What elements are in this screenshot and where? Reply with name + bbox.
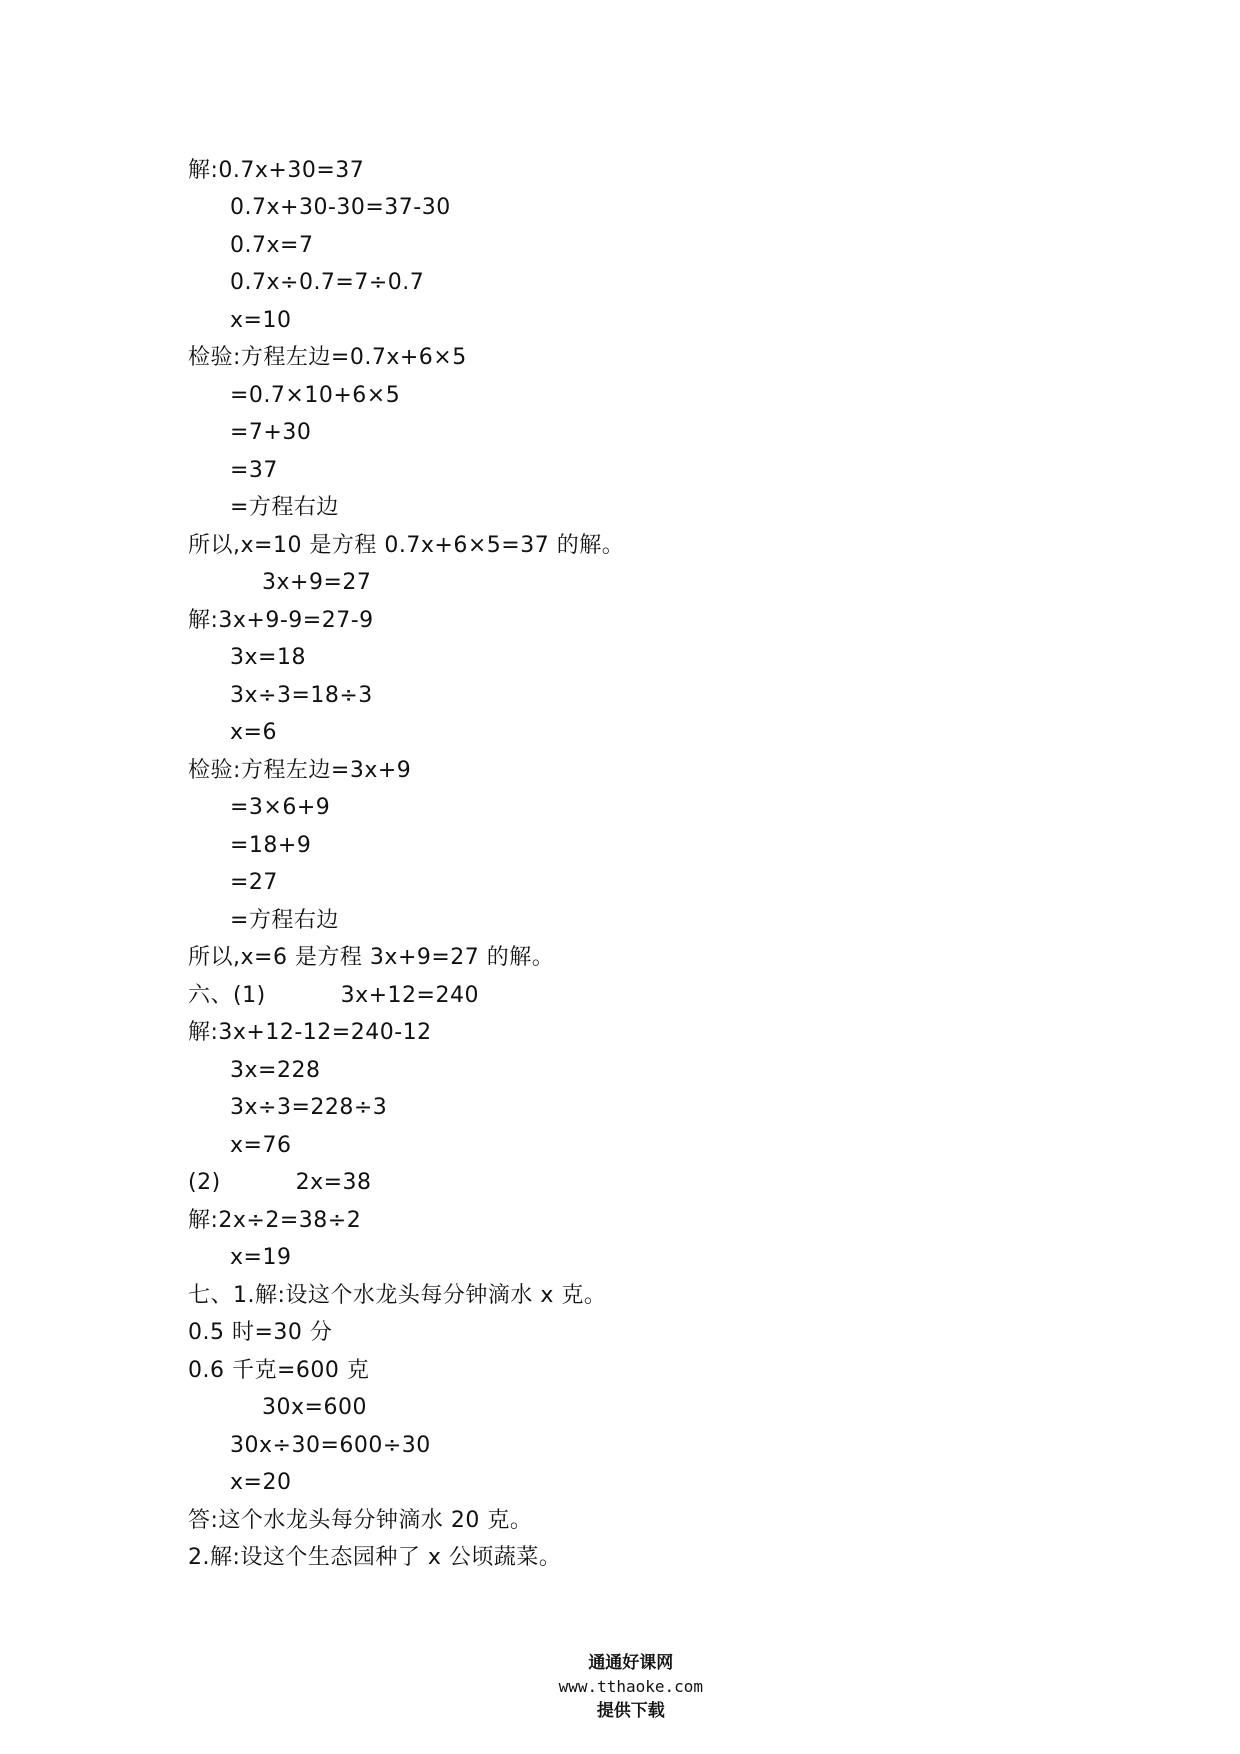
text-line: =37	[230, 458, 278, 483]
text-line: 3x+9=27	[262, 570, 372, 595]
text-line: 2.解:设这个生态园种了 x 公顷蔬菜。	[188, 1545, 562, 1570]
text-line: 3x=228	[230, 1058, 321, 1083]
text-line: 六、(1) 3x+12=240	[188, 983, 479, 1008]
text-line: =方程右边	[230, 908, 339, 933]
text-line: 0.7x=7	[230, 233, 314, 258]
text-line: 0.7x+30-30=37-30	[230, 195, 451, 220]
text-line: 0.7x÷0.7=7÷0.7	[230, 270, 425, 295]
text-line: 解:2x÷2=38÷2	[188, 1208, 362, 1233]
text-line: 答:这个水龙头每分钟滴水 20 克。	[188, 1508, 533, 1533]
text-line: 30x=600	[262, 1395, 367, 1420]
text-line: 30x÷30=600÷30	[230, 1433, 431, 1458]
text-line: x=10	[230, 308, 292, 333]
text-line: 解:3x+9-9=27-9	[188, 608, 374, 633]
text-line: =方程右边	[230, 495, 339, 520]
text-line: 所以,x=6 是方程 3x+9=27 的解。	[188, 945, 555, 970]
text-line: 检验:方程左边=3x+9	[188, 758, 412, 783]
text-line: =7+30	[230, 420, 312, 445]
text-line: 3x=18	[230, 645, 306, 670]
text-line: =18+9	[230, 833, 312, 858]
text-line: =3×6+9	[230, 795, 331, 820]
text-line: x=6	[230, 720, 277, 745]
text-line: 0.6 千克=600 克	[188, 1358, 370, 1383]
page-footer	[0, 1627, 1240, 1747]
text-line: x=20	[230, 1470, 292, 1495]
text-line: 0.5 时=30 分	[188, 1320, 333, 1345]
footer-suffix: 提供下载	[596, 1701, 665, 1721]
text-line: 检验:方程左边=0.7x+6×5	[188, 345, 467, 370]
text-line: x=76	[230, 1133, 292, 1158]
text-line: 七、1.解:设这个水龙头每分钟滴水 x 克。	[188, 1283, 607, 1308]
text-line: 3x÷3=18÷3	[230, 683, 373, 708]
text-line: 解:3x+12-12=240-12	[188, 1020, 432, 1045]
text-line: 3x÷3=228÷3	[230, 1095, 388, 1120]
footer-link[interactable]: www.tthaoke.com	[558, 1677, 704, 1696]
text-line: x=19	[230, 1245, 292, 1270]
text-line: 所以,x=10 是方程 0.7x+6×5=37 的解。	[188, 533, 625, 558]
text-line: 解:0.7x+30=37	[188, 158, 365, 183]
text-line: =0.7×10+6×5	[230, 383, 401, 408]
footer-brand: 通通好课网	[588, 1653, 674, 1673]
text-line: =27	[230, 870, 278, 895]
text-line: (2) 2x=38	[188, 1170, 372, 1195]
